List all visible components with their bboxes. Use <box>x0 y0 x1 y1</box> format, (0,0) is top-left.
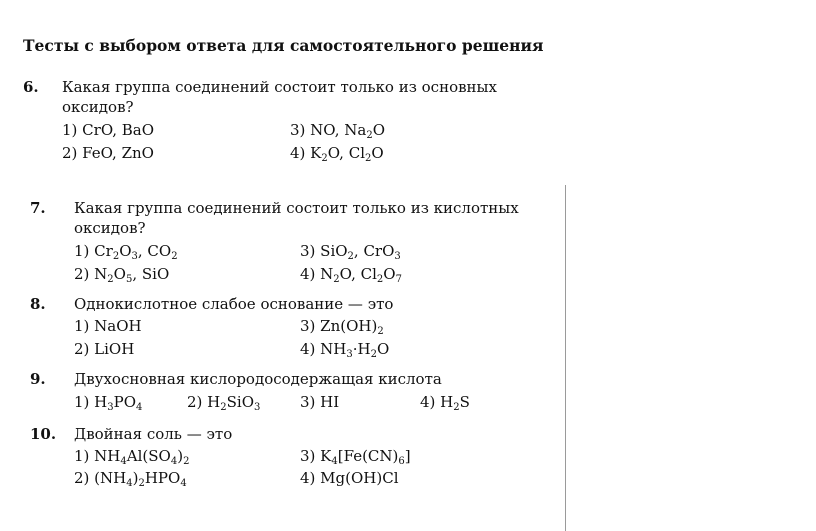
answer-option: 2) $(NH_4)_2HPO_4$ <box>74 469 187 489</box>
answer-option: 2) FeO, ZnO <box>62 144 154 162</box>
answer-option: 4) $NH_3\cdot H_2O$ <box>300 340 390 360</box>
answer-option: 1) $Cr_2O_3$, $CO_2$ <box>74 242 178 262</box>
question-text: Какая группа соединений состоит только из основных <box>62 78 497 96</box>
answer-option: 3) HI <box>300 393 340 411</box>
answer-option: 1) CrO, BaO <box>62 121 155 139</box>
answer-option: 3) $Zn(OH)_2$ <box>300 317 384 337</box>
answer-option: 4) $K_2O$, $Cl_2O$ <box>290 144 384 164</box>
question-text: Двойная соль — это <box>74 425 233 443</box>
answer-option: 2) LiOH <box>74 340 135 358</box>
answer-option: 1) NaOH <box>74 317 142 335</box>
answer-option: 3) NO, $Na_2O$ <box>290 121 386 141</box>
page-title: Тесты с выбором ответа для самостоятельного решения <box>23 36 544 55</box>
answer-option: 3) SiO$_2$, CrO$_3$ <box>300 242 401 262</box>
question-number: 7. <box>30 199 46 217</box>
question-text: Какая группа соединений состоит только из кислотных <box>74 199 519 217</box>
answer-option: 4) $H_2S$ <box>420 393 470 413</box>
question-number: 10. <box>30 425 57 443</box>
question-text-cont: оксидов? <box>74 219 146 237</box>
answer-option: 3) $K_4[Fe(CN)_6]$ <box>300 447 411 467</box>
question-text: Однокислотное слабое основание — это <box>74 295 394 313</box>
question-text-cont: оксидов? <box>62 98 134 116</box>
question-number: 6. <box>23 78 39 96</box>
question-text: Двухосновная кислородосодержащая кислота <box>74 370 442 388</box>
answer-option: 1) $NH_4Al(SO_4)_2$ <box>74 447 190 467</box>
question-number: 8. <box>30 295 46 313</box>
answer-option: 2) $H_2SiO_3$ <box>187 393 261 413</box>
answer-option: 4) $N_2O$, $Cl_2O_7$ <box>300 265 402 285</box>
answer-option: 1) $H_3PO_4$ <box>74 393 143 413</box>
answer-option: 2) $N_2O_5$, SiO <box>74 265 170 285</box>
answer-option: 4) Mg(OH)Cl <box>300 469 399 487</box>
divider-line <box>565 185 566 531</box>
question-number: 9. <box>30 370 46 388</box>
